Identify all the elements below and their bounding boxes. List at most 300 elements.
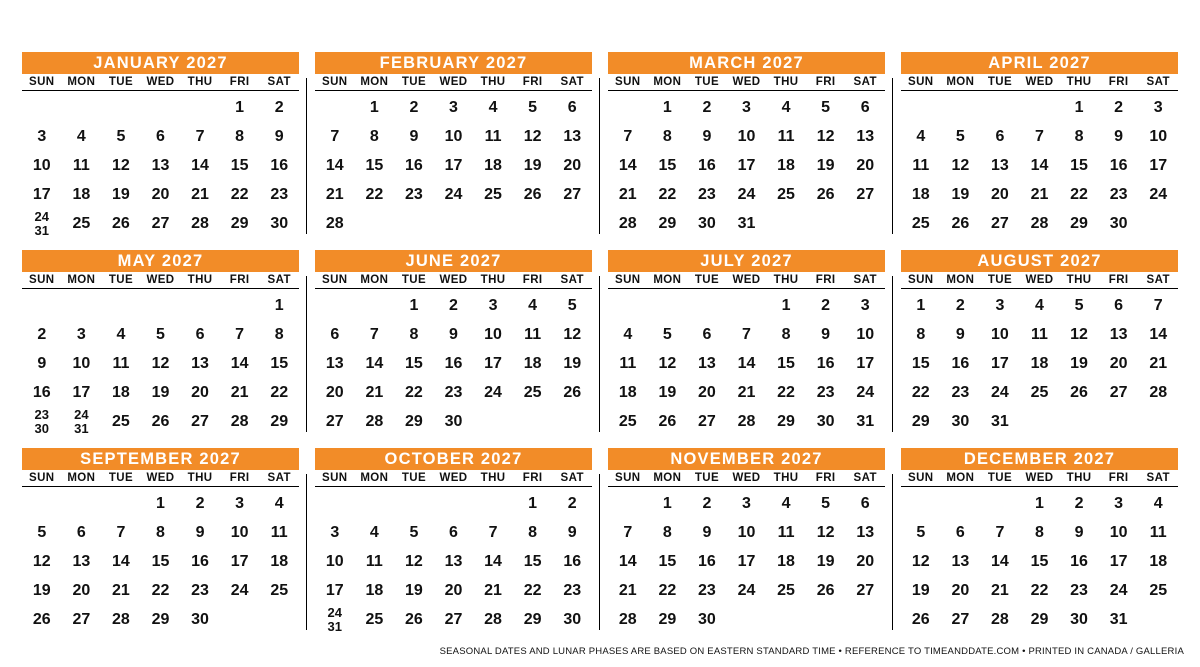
day-cell[interactable]: 7 [623, 523, 633, 541]
day-cell[interactable]: 20 [563, 156, 582, 174]
day-cell[interactable]: 1 [916, 296, 926, 314]
day-cell[interactable]: 19 [1070, 354, 1088, 372]
day-cell[interactable]: 18 [1149, 552, 1168, 570]
day-cell[interactable]: 16 [816, 354, 835, 372]
day-cell[interactable]: 27 [991, 214, 1009, 232]
day-cell[interactable]: 2 [1074, 494, 1084, 512]
day-cell[interactable]: 20 [72, 581, 91, 599]
day-cell[interactable]: 7 [195, 127, 205, 145]
day-cell[interactable]: 19 [151, 383, 170, 401]
day-cell[interactable]: 20 [325, 383, 344, 401]
day-cell[interactable]: 20 [856, 552, 875, 570]
day-cell[interactable]: 2 [702, 494, 712, 512]
day-cell[interactable]: 26 [405, 610, 423, 628]
day-cell[interactable]: 11 [1031, 325, 1048, 343]
day-cell[interactable]: 19 [816, 156, 835, 174]
day-cell[interactable]: 26 [911, 610, 930, 628]
day-cell[interactable]: 16 [32, 383, 51, 401]
day-cell[interactable]: 5 [567, 296, 577, 314]
day-cell[interactable]: 9 [37, 354, 47, 372]
day-cell[interactable]: 18 [523, 354, 542, 372]
day-cell[interactable]: 5 [955, 127, 965, 145]
day-cell[interactable]: 31 [1109, 610, 1128, 628]
day-cell[interactable]: 10 [230, 523, 249, 541]
day-cell[interactable]: 1 [662, 494, 672, 512]
day-cell[interactable]: 23 [1109, 185, 1128, 203]
day-cell[interactable]: 15 [365, 156, 384, 174]
day-cell[interactable]: 27 [1109, 383, 1128, 401]
day-cell[interactable]: 26 [1070, 383, 1088, 401]
day-cell[interactable]: 31 [737, 214, 756, 232]
day-cell[interactable]: 5 [156, 325, 165, 343]
day-cell[interactable]: 5 [409, 523, 419, 541]
day-cell[interactable]: 15 [523, 552, 542, 570]
day-cell[interactable]: 12 [658, 354, 677, 372]
day-cell[interactable]: 5 [37, 523, 47, 541]
day-cell[interactable]: 17 [856, 354, 875, 372]
day-cell[interactable]: 16 [191, 552, 209, 570]
day-cell[interactable]: 29 [523, 610, 542, 628]
day-cell[interactable]: 15 [405, 354, 423, 372]
day-cell[interactable]: 3 [742, 494, 751, 512]
day-cell[interactable]: 26 [151, 412, 170, 430]
day-cell[interactable]: 24 [991, 383, 1009, 401]
day-cell[interactable]: 4 [116, 325, 126, 343]
day-cell[interactable]: 9 [1114, 127, 1124, 145]
day-cell[interactable]: 2 [449, 296, 458, 314]
day-cell[interactable]: 10 [72, 354, 91, 372]
day-cell[interactable]: 25 [618, 412, 637, 430]
day-cell[interactable]: 9 [409, 127, 419, 145]
day-cell[interactable]: 4 [369, 523, 379, 541]
day-cell[interactable]: 25 [365, 610, 384, 628]
day-cell[interactable]: 24 [1109, 581, 1128, 599]
day-cell[interactable]: 27 [951, 610, 970, 628]
day-cell[interactable] [22, 209, 62, 238]
day-cell[interactable]: 18 [270, 552, 289, 570]
day-cell[interactable]: 18 [365, 581, 384, 599]
day-cell[interactable]: 5 [116, 127, 126, 145]
day-cell[interactable]: 28 [737, 412, 756, 430]
day-cell[interactable]: 16 [405, 156, 423, 174]
day-cell[interactable]: 18 [777, 156, 795, 174]
day-cell[interactable]: 26 [658, 412, 677, 430]
day-cell[interactable]: 23 [698, 581, 716, 599]
day-cell[interactable]: 16 [698, 156, 716, 174]
day-cell[interactable]: 7 [623, 127, 633, 145]
day-cell[interactable]: 19 [32, 581, 51, 599]
day-cell[interactable]: 15 [1030, 552, 1049, 570]
day-cell[interactable]: 30 [816, 412, 835, 430]
day-cell[interactable]: 4 [781, 98, 791, 116]
day-cell[interactable]: 20 [951, 581, 970, 599]
day-cell[interactable]: 29 [658, 610, 677, 628]
day-cell[interactable]: 24 [856, 383, 875, 401]
day-cell[interactable]: 14 [365, 354, 384, 372]
day-cell[interactable]: 11 [112, 354, 130, 372]
day-cell[interactable]: 18 [777, 552, 795, 570]
day-cell[interactable]: 9 [449, 325, 458, 343]
day-cell[interactable]: 30 [191, 610, 209, 628]
day-cell[interactable]: 9 [955, 325, 965, 343]
day-cell[interactable]: 27 [563, 185, 582, 203]
day-cell[interactable]: 21 [737, 383, 756, 401]
day-cell[interactable]: 1 [781, 296, 791, 314]
day-cell[interactable]: 9 [274, 127, 284, 145]
day-cell[interactable]: 8 [274, 325, 284, 343]
day-cell[interactable]: 8 [156, 523, 165, 541]
day-cell[interactable]: 20 [151, 185, 170, 203]
day-cell[interactable]: 14 [991, 552, 1009, 570]
day-cell[interactable]: 20 [191, 383, 209, 401]
day-cell[interactable]: 6 [1114, 296, 1124, 314]
day-cell[interactable]: 21 [618, 185, 637, 203]
day-cell[interactable]: 28 [191, 214, 209, 232]
day-cell[interactable]: 7 [116, 523, 126, 541]
day-cell[interactable]: 13 [563, 127, 582, 145]
day-cell[interactable]: 6 [76, 523, 86, 541]
day-cell[interactable]: 25 [1030, 383, 1049, 401]
day-cell[interactable]: 22 [405, 383, 423, 401]
day-cell[interactable]: 11 [524, 325, 542, 343]
day-cell[interactable]: 23 [191, 581, 209, 599]
day-cell[interactable]: 17 [72, 383, 91, 401]
day-cell[interactable]: 12 [112, 156, 130, 174]
day-cell[interactable]: 14 [1030, 156, 1049, 174]
day-cell[interactable]: 4 [1035, 296, 1044, 314]
day-cell[interactable]: 30 [698, 214, 716, 232]
day-cell[interactable]: 24 [230, 581, 249, 599]
day-cell[interactable]: 20 [444, 581, 463, 599]
day-cell[interactable]: 2 [567, 494, 577, 512]
day-cell[interactable]: 17 [1149, 156, 1168, 174]
day-cell[interactable]: 25 [484, 185, 502, 203]
day-cell[interactable]: 5 [528, 98, 538, 116]
day-cell[interactable]: 13 [856, 523, 875, 541]
day-cell[interactable]: 17 [325, 581, 344, 599]
day-cell[interactable]: 10 [737, 127, 756, 145]
day-cell[interactable]: 1 [1074, 98, 1084, 116]
day-cell[interactable]: 15 [658, 156, 677, 174]
day-cell[interactable]: 28 [618, 214, 637, 232]
day-cell[interactable]: 25 [777, 185, 795, 203]
day-cell[interactable]: 15 [658, 552, 677, 570]
day-cell[interactable]: 25 [72, 214, 91, 232]
day-cell[interactable]: 19 [112, 185, 130, 203]
day-cell[interactable]: 26 [112, 214, 130, 232]
day-cell[interactable]: 13 [1109, 325, 1128, 343]
day-cell[interactable]: 8 [1035, 523, 1044, 541]
day-cell[interactable]: 19 [523, 156, 542, 174]
day-cell[interactable]: 20 [1109, 354, 1128, 372]
day-cell[interactable]: 23 [444, 383, 463, 401]
day-cell[interactable]: 30 [1070, 610, 1088, 628]
day-cell[interactable]: 22 [523, 581, 542, 599]
day-cell[interactable]: 9 [821, 325, 831, 343]
day-cell[interactable]: 7 [488, 523, 498, 541]
day-cell[interactable]: 22 [1070, 185, 1088, 203]
day-cell[interactable]: 23 [405, 185, 423, 203]
day-cell[interactable]: 3 [995, 296, 1005, 314]
day-cell[interactable]: 16 [698, 552, 716, 570]
day-cell[interactable]: 18 [72, 185, 91, 203]
day-cell[interactable]: 2 [955, 296, 965, 314]
day-cell[interactable]: 5 [821, 494, 831, 512]
day-cell[interactable]: 20 [698, 383, 716, 401]
day-cell[interactable]: 11 [619, 354, 637, 372]
day-cell[interactable]: 23 [563, 581, 582, 599]
day-cell[interactable]: 8 [781, 325, 791, 343]
day-cell[interactable]: 28 [484, 610, 502, 628]
day-cell[interactable]: 26 [563, 383, 582, 401]
day-cell[interactable]: 3 [76, 325, 86, 343]
day-cell[interactable]: 1 [1035, 494, 1044, 512]
day-cell[interactable]: 8 [369, 127, 379, 145]
day-cell[interactable]: 21 [484, 581, 502, 599]
day-cell[interactable]: 2 [195, 494, 205, 512]
day-cell[interactable]: 5 [662, 325, 672, 343]
day-cell[interactable]: 15 [151, 552, 170, 570]
day-cell[interactable]: 5 [1074, 296, 1084, 314]
day-cell[interactable]: 2 [821, 296, 831, 314]
day-cell[interactable]: 18 [618, 383, 637, 401]
day-cell[interactable]: 22 [230, 185, 249, 203]
day-cell[interactable]: 24 [444, 185, 463, 203]
day-cell[interactable]: 7 [1035, 127, 1044, 145]
day-cell[interactable]: 11 [777, 523, 795, 541]
day-cell[interactable]: 7 [330, 127, 340, 145]
day-cell[interactable]: 26 [32, 610, 51, 628]
day-cell[interactable]: 22 [151, 581, 170, 599]
day-cell[interactable]: 23 [270, 185, 289, 203]
day-cell[interactable]: 6 [860, 98, 870, 116]
day-cell[interactable]: 8 [662, 127, 672, 145]
day-cell[interactable]: 17 [484, 354, 502, 372]
day-cell[interactable]: 16 [444, 354, 463, 372]
day-cell[interactable]: 13 [191, 354, 209, 372]
day-cell[interactable]: 22 [777, 383, 795, 401]
day-cell[interactable]: 12 [911, 552, 930, 570]
day-cell[interactable]: 13 [325, 354, 344, 372]
day-cell[interactable]: 31 [991, 412, 1009, 430]
day-cell[interactable]: 4 [274, 494, 284, 512]
day-cell[interactable]: 10 [444, 127, 463, 145]
day-cell[interactable]: 28 [618, 610, 637, 628]
day-cell[interactable] [62, 407, 102, 436]
day-cell[interactable] [22, 407, 62, 436]
day-cell[interactable]: 18 [484, 156, 502, 174]
day-cell[interactable]: 20 [856, 156, 875, 174]
day-cell[interactable]: 12 [523, 127, 542, 145]
day-cell[interactable]: 9 [195, 523, 205, 541]
day-cell[interactable]: 12 [151, 354, 170, 372]
day-cell[interactable]: 16 [1070, 552, 1088, 570]
day-cell[interactable]: 13 [991, 156, 1009, 174]
day-cell[interactable]: 11 [270, 523, 288, 541]
day-cell[interactable]: 23 [1070, 581, 1088, 599]
day-cell[interactable]: 29 [911, 412, 930, 430]
day-cell[interactable]: 10 [991, 325, 1009, 343]
day-cell[interactable]: 23 [951, 383, 970, 401]
day-cell[interactable]: 17 [737, 156, 756, 174]
day-cell[interactable]: 3 [37, 127, 47, 145]
day-cell[interactable]: 14 [737, 354, 756, 372]
day-cell[interactable]: 14 [191, 156, 209, 174]
day-cell[interactable]: 6 [955, 523, 965, 541]
day-cell[interactable]: 28 [991, 610, 1009, 628]
day-cell[interactable]: 12 [1070, 325, 1088, 343]
day-cell[interactable]: 9 [702, 127, 712, 145]
day-cell[interactable] [315, 605, 355, 634]
day-cell[interactable]: 8 [662, 523, 672, 541]
day-cell[interactable]: 28 [112, 610, 130, 628]
day-cell[interactable]: 21 [1030, 185, 1049, 203]
day-cell[interactable]: 1 [662, 98, 672, 116]
day-cell[interactable]: 21 [325, 185, 344, 203]
day-cell[interactable]: 25 [911, 214, 930, 232]
day-cell[interactable]: 27 [325, 412, 344, 430]
day-cell[interactable]: 17 [1109, 552, 1128, 570]
day-cell[interactable]: 22 [1030, 581, 1049, 599]
day-cell[interactable]: 1 [409, 296, 419, 314]
day-cell[interactable]: 2 [1114, 98, 1124, 116]
day-cell[interactable]: 26 [816, 185, 835, 203]
day-cell[interactable]: 27 [444, 610, 463, 628]
day-cell[interactable]: 6 [567, 98, 577, 116]
day-cell[interactable]: 17 [991, 354, 1009, 372]
day-cell[interactable]: 16 [1109, 156, 1128, 174]
day-cell[interactable]: 10 [1109, 523, 1128, 541]
day-cell[interactable]: 16 [270, 156, 289, 174]
day-cell[interactable]: 3 [742, 98, 751, 116]
day-cell[interactable]: 9 [702, 523, 712, 541]
day-cell[interactable]: 11 [912, 156, 930, 174]
day-cell[interactable]: 8 [409, 325, 419, 343]
day-cell[interactable]: 11 [777, 127, 795, 145]
day-cell[interactable]: 15 [911, 354, 930, 372]
day-cell[interactable]: 25 [112, 412, 130, 430]
day-cell[interactable]: 1 [156, 494, 165, 512]
day-cell[interactable]: 19 [563, 354, 582, 372]
day-cell[interactable]: 14 [484, 552, 502, 570]
day-cell[interactable]: 29 [270, 412, 289, 430]
day-cell[interactable]: 2 [702, 98, 712, 116]
day-cell[interactable]: 21 [112, 581, 130, 599]
day-cell[interactable]: 30 [951, 412, 970, 430]
day-cell[interactable]: 17 [737, 552, 756, 570]
day-cell[interactable]: 14 [618, 156, 637, 174]
day-cell[interactable]: 6 [449, 523, 458, 541]
day-cell[interactable]: 18 [911, 185, 930, 203]
day-cell[interactable]: 28 [1030, 214, 1049, 232]
day-cell[interactable]: 27 [151, 214, 170, 232]
day-cell[interactable]: 4 [781, 494, 791, 512]
day-cell[interactable]: 15 [1070, 156, 1088, 174]
day-cell[interactable]: 10 [856, 325, 875, 343]
day-cell[interactable]: 25 [1149, 581, 1168, 599]
day-cell[interactable]: 3 [488, 296, 498, 314]
day-cell[interactable]: 22 [911, 383, 930, 401]
day-cell[interactable]: 4 [528, 296, 538, 314]
day-cell[interactable]: 24 [737, 581, 756, 599]
day-cell[interactable]: 6 [330, 325, 340, 343]
day-cell[interactable]: 22 [658, 581, 677, 599]
day-cell[interactable]: 17 [32, 185, 51, 203]
day-cell[interactable]: 6 [156, 127, 165, 145]
day-cell[interactable]: 5 [916, 523, 926, 541]
day-cell[interactable]: 22 [658, 185, 677, 203]
day-cell[interactable]: 26 [951, 214, 970, 232]
day-cell[interactable]: 16 [951, 354, 970, 372]
day-cell[interactable]: 3 [330, 523, 340, 541]
day-cell[interactable]: 10 [737, 523, 756, 541]
day-cell[interactable]: 29 [1070, 214, 1088, 232]
day-cell[interactable]: 11 [72, 156, 90, 174]
day-cell[interactable]: 7 [1153, 296, 1163, 314]
day-cell[interactable]: 14 [325, 156, 344, 174]
day-cell[interactable]: 30 [1109, 214, 1128, 232]
day-cell[interactable]: 12 [816, 523, 835, 541]
day-cell[interactable]: 3 [1114, 494, 1124, 512]
day-cell[interactable]: 15 [777, 354, 795, 372]
day-cell[interactable]: 21 [991, 581, 1009, 599]
day-cell[interactable]: 2 [274, 98, 284, 116]
day-cell[interactable]: 1 [528, 494, 538, 512]
day-cell[interactable]: 30 [444, 412, 463, 430]
day-cell[interactable]: 4 [76, 127, 86, 145]
day-cell[interactable]: 20 [991, 185, 1009, 203]
day-cell[interactable]: 19 [816, 552, 835, 570]
day-cell[interactable]: 9 [567, 523, 577, 541]
day-cell[interactable]: 12 [32, 552, 51, 570]
day-cell[interactable]: 24 [484, 383, 502, 401]
day-cell[interactable]: 29 [405, 412, 423, 430]
day-cell[interactable]: 31 [856, 412, 875, 430]
day-cell[interactable]: 30 [563, 610, 582, 628]
day-cell[interactable]: 7 [995, 523, 1005, 541]
day-cell[interactable]: 19 [951, 185, 970, 203]
day-cell[interactable]: 29 [658, 214, 677, 232]
day-cell[interactable]: 3 [1153, 98, 1163, 116]
day-cell[interactable]: 17 [444, 156, 463, 174]
day-cell[interactable]: 3 [860, 296, 870, 314]
day-cell[interactable]: 14 [112, 552, 130, 570]
day-cell[interactable]: 11 [1149, 523, 1167, 541]
day-cell[interactable]: 29 [230, 214, 249, 232]
day-cell[interactable]: 15 [270, 354, 289, 372]
day-cell[interactable]: 10 [32, 156, 51, 174]
day-cell[interactable]: 27 [72, 610, 91, 628]
day-cell[interactable]: 29 [777, 412, 795, 430]
day-cell[interactable]: 18 [1030, 354, 1049, 372]
day-cell[interactable]: 29 [1030, 610, 1049, 628]
day-cell[interactable]: 10 [325, 552, 344, 570]
day-cell[interactable]: 18 [112, 383, 130, 401]
day-cell[interactable]: 1 [274, 296, 284, 314]
day-cell[interactable]: 27 [698, 412, 716, 430]
day-cell[interactable]: 13 [698, 354, 716, 372]
day-cell[interactable]: 16 [563, 552, 582, 570]
day-cell[interactable]: 8 [528, 523, 538, 541]
day-cell[interactable]: 17 [230, 552, 249, 570]
day-cell[interactable]: 14 [618, 552, 637, 570]
day-cell[interactable]: 14 [230, 354, 249, 372]
day-cell[interactable]: 27 [856, 581, 875, 599]
day-cell[interactable]: 19 [911, 581, 930, 599]
day-cell[interactable]: 30 [698, 610, 716, 628]
day-cell[interactable]: 12 [951, 156, 970, 174]
day-cell[interactable]: 6 [860, 494, 870, 512]
